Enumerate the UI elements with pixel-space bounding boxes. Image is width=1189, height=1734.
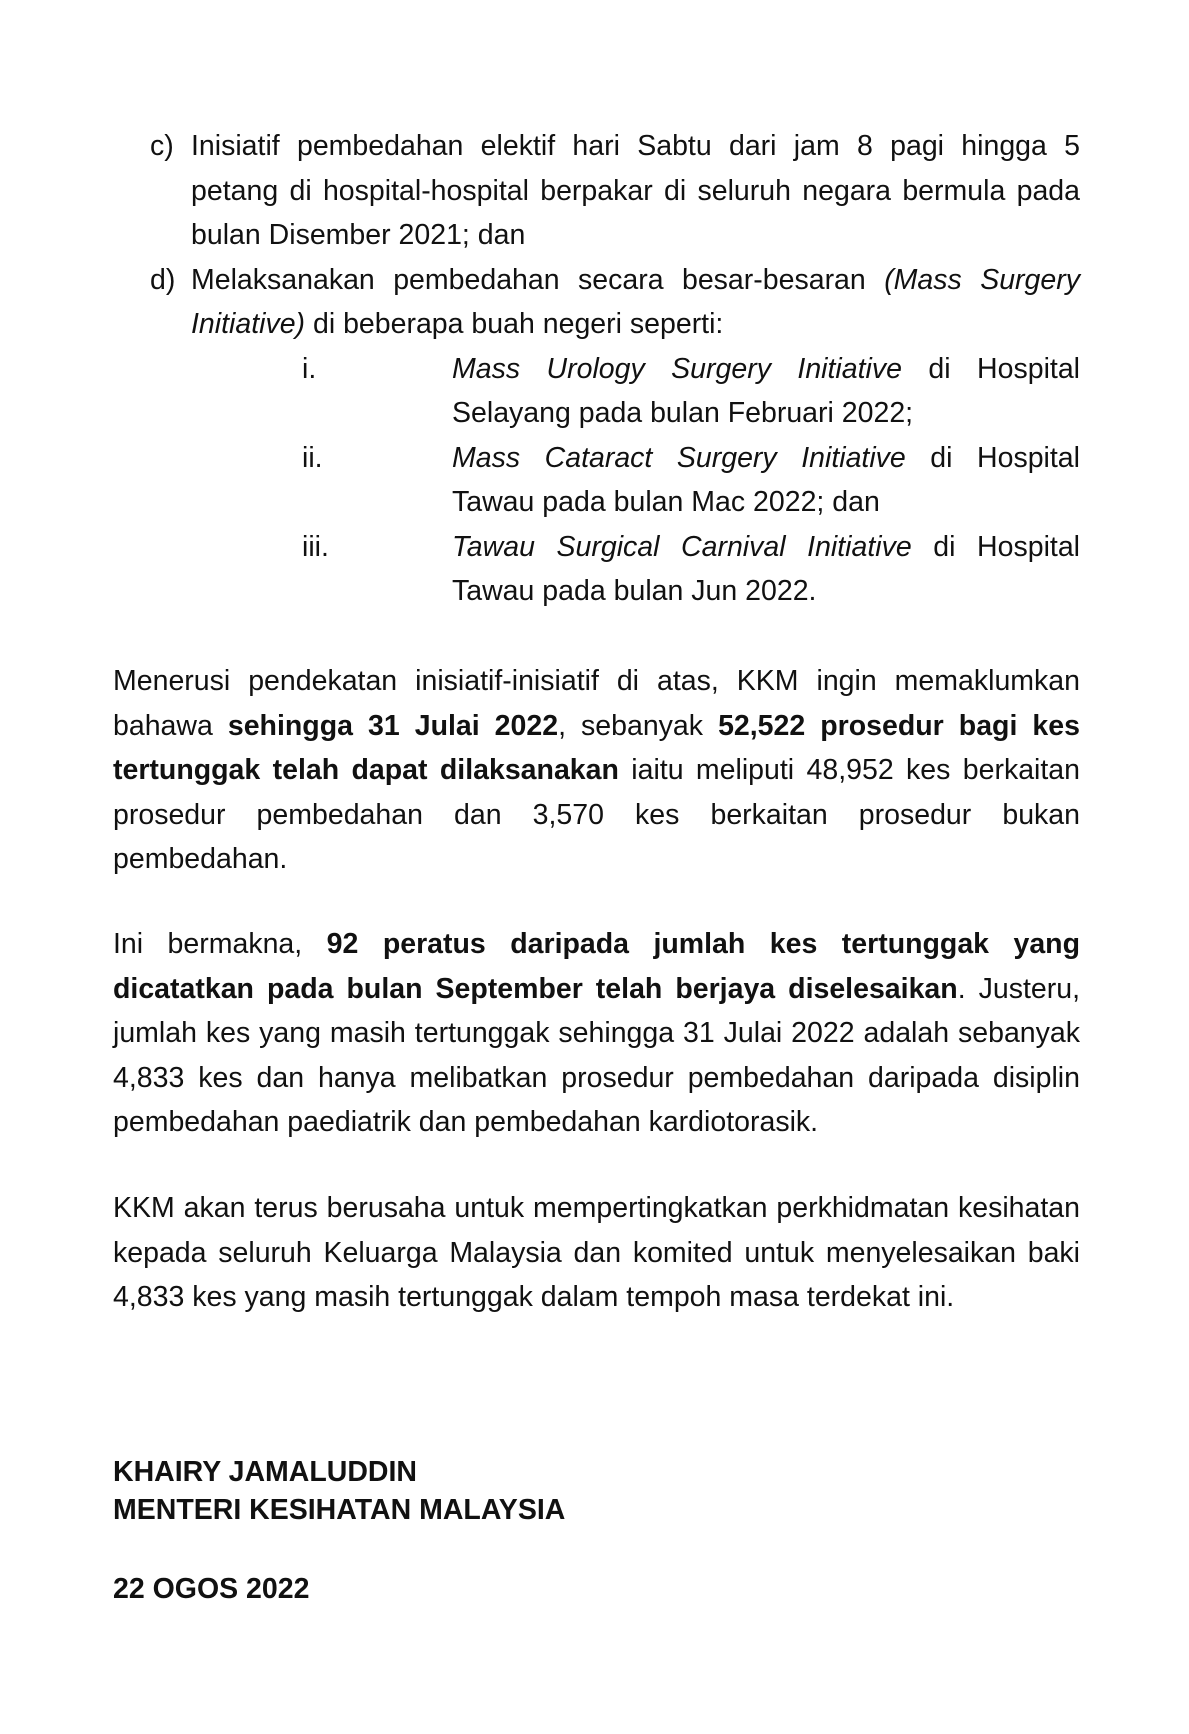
sublist-item-italic: Mass Urology Surgery Initiative	[452, 352, 902, 385]
list-item-c	[150, 124, 1080, 258]
list-marker: c)	[150, 130, 174, 162]
sublist-item-italic: Mass Cataract Surgery Initiative	[452, 441, 906, 474]
list-item-text: Melaksanakan pembedahan secara besar-besaran	[191, 263, 885, 296]
sublist-item	[302, 436, 1080, 525]
paragraph-bold: 92 peratus daripada jumlah kes tertunggak yang dicatatkan pada bulan September telah berjaya diselesaikan	[113, 928, 1081, 1005]
sublist-marker: i.	[302, 352, 317, 385]
list-marker: d)	[150, 263, 176, 296]
paragraph-summary	[113, 922, 1080, 1145]
paragraph-text: iaitu meliputi 48,952 kes berkaitan prosedur pembedahan dan 3,570 kes berkaitan prosedur bukan pembedahan.	[113, 754, 1080, 875]
paragraph-bold: 52,522 prosedur bagi kes tertunggak telah dapat dilaksanakan	[113, 709, 1080, 786]
list-item-italic: (Mass Surgery Initiative)	[191, 263, 1080, 340]
list-item-text: Inisiatif pembedahan elektif hari Sabtu dari jam 8 pagi hingga 5 petang di hospital-hospital berpakar di seluruh negara bermula pada bulan Disember 2021; dan	[191, 130, 1080, 251]
paragraph-bold: sehingga 31 Julai 2022	[227, 709, 559, 742]
sublist-item-text: di Hospital Tawau pada bulan Jun 2022.	[452, 530, 1080, 607]
sublist-marker: iii.	[302, 530, 329, 563]
sublist-item-text: di Hospital Selayang pada bulan Februari 2022;	[452, 352, 1080, 429]
sublist-item	[302, 525, 1080, 614]
paragraph-commitment	[113, 1186, 1080, 1320]
sublist-item-text: di Hospital Tawau pada bulan Mac 2022; dan	[452, 441, 1080, 518]
sublist-item	[302, 347, 1080, 436]
paragraph-text: , sebanyak	[558, 709, 719, 742]
sublist-marker: ii.	[302, 441, 323, 474]
sublist-item-italic: Tawau Surgical Carnival Initiative	[452, 530, 912, 563]
paragraph-text: KKM akan terus berusaha untuk mempertingkatkan perkhidmatan kesihatan kepada seluruh Keluarga Malaysia dan komited untuk menyelesaikan baki 4,833 kes yang masih tertunggak dalam tempoh masa terdekat ini.	[113, 1192, 1080, 1313]
paragraph-progress	[113, 659, 1080, 882]
signatory-title: MENTERI KESIHATAN MALAYSIA	[113, 1494, 566, 1526]
signatory-name: KHAIRY JAMALUDDIN	[113, 1456, 418, 1488]
initiative-list	[150, 124, 1080, 614]
paragraph-text: Menerusi pendekatan inisiatif-inisiatif di atas, KKM ingin memaklumkan bahawa	[113, 665, 1080, 742]
paragraph-text: . Justeru, jumlah kes yang masih tertunggak sehingga 31 Julai 2022 adalah sebanyak 4,833 kes dan hanya melibatkan prosedur pembedahan daripada disiplin pembedahan paediatrik dan pembedahan kardiotorasik.	[113, 972, 1080, 1138]
document-date: 22 OGOS 2022	[113, 1573, 310, 1605]
list-item-d	[150, 258, 1080, 347]
paragraph-text: Ini bermakna,	[113, 928, 327, 960]
list-item-text: di beberapa buah negeri seperti:	[305, 308, 724, 340]
